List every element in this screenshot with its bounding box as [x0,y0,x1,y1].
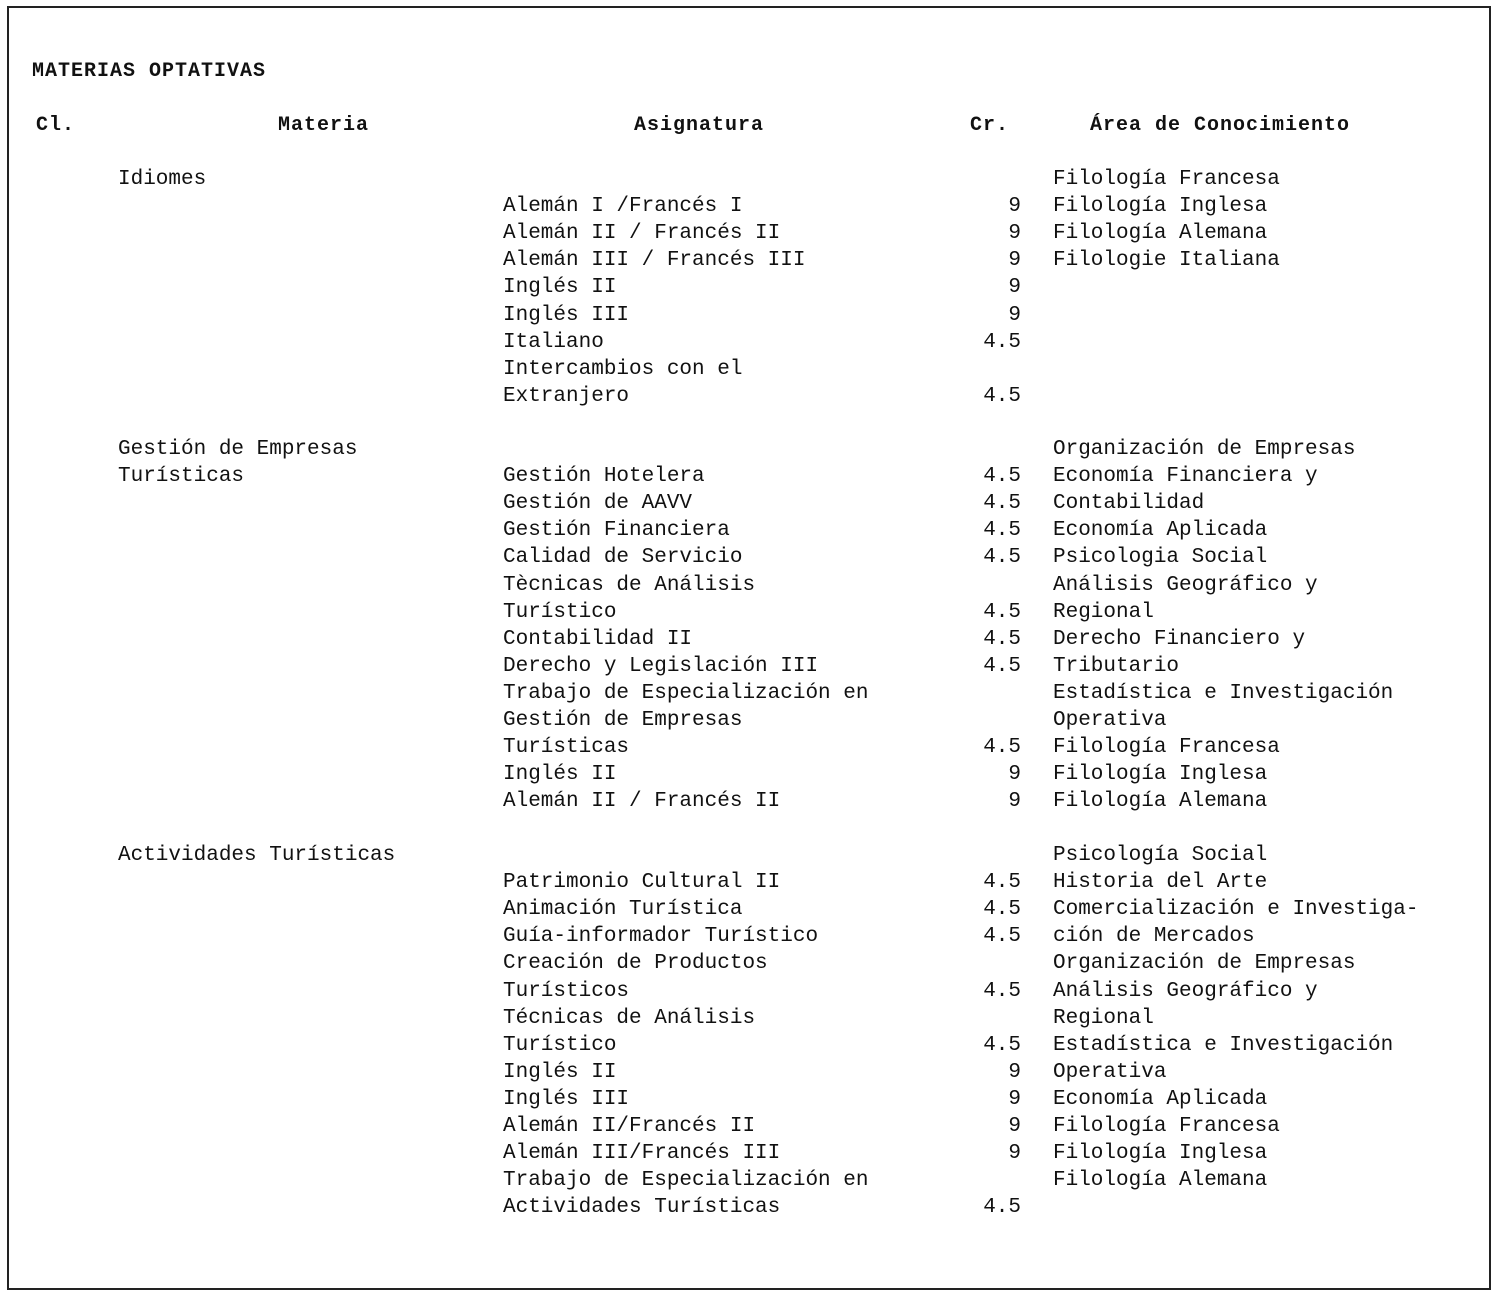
credits-cell: 9 [1008,1087,1021,1111]
asignatura-cell: Derecho y Legislación III [503,654,819,678]
asignatura-cell: Turísticas [503,736,630,760]
credits-cell: 4.5 [983,600,1021,624]
asignatura-cell: Turístico [503,1033,617,1057]
asignatura-cell: Animación Turística [503,898,743,922]
area-cell: Regional [1053,600,1154,624]
area-cell: Análisis Geográfico y [1053,573,1318,597]
materia-label: Turísticas [118,465,245,489]
asignatura-cell: Intercambios con el [503,357,743,381]
credits-cell: 4.5 [983,546,1021,570]
materia-label: Actividades Turísticas [118,844,396,867]
asignatura-cell: Turísticos [503,979,630,1003]
asignatura-cell: Alemán I /Francés I [503,195,743,219]
asignatura-cell: Turístico [503,600,617,624]
asignatura-cell: Guía-informador Turístico [503,925,819,949]
asignatura-cell: Inglés II [503,276,617,300]
area-cell: Tributario [1053,654,1180,678]
credits-cell: 4.5 [983,925,1021,949]
asignatura-cell: Creación de Productos [503,952,768,976]
header-materia: Materia [278,114,370,137]
credits-cell: 4.5 [983,1196,1021,1220]
asignatura-cell: Alemán II / Francés II [503,222,781,246]
credits-cell: 9 [1008,303,1021,327]
credits-cell: 4.5 [983,384,1021,408]
area-cell: ción de Mercados [1053,925,1255,949]
area-cell: Organización de Empresas [1053,952,1356,976]
area-cell: Filología Alemana [1053,1169,1268,1193]
area-cell: Filología Inglesa [1053,763,1268,787]
area-cell: Filologie Italiana [1053,249,1280,273]
credits-cell: 9 [1008,1060,1021,1084]
area-cell: Filología Alemana [1053,222,1268,246]
area-cell: Filología Francesa [1053,1115,1280,1138]
area-cell: Regional [1053,1006,1154,1030]
area-cell: Filología Inglesa [1053,195,1268,219]
header-cl: Cl. [36,114,76,137]
credits-cell: 9 [1008,763,1021,787]
area-cell: Filología Alemana [1053,790,1268,814]
credits-cell: 9 [1008,1115,1021,1138]
page-title: MATERIAS OPTATIVAS [32,60,267,83]
credits-cell: 4.5 [983,898,1021,922]
area-cell: Psicología Social [1053,844,1268,867]
header-asignatura: Asignatura [634,114,765,137]
credits-cell: 9 [1008,195,1021,219]
header-area: Área de Conocimiento [1090,114,1351,137]
credits-cell: 4.5 [983,654,1021,678]
asignatura-cell: Patrimonio Cultural II [503,871,781,895]
asignatura-cell: Extranjero [503,384,630,408]
area-cell: Economía Financiera y [1053,465,1318,489]
area-cell: Comercialización e Investiga- [1053,898,1419,922]
asignatura-cell: Inglés II [503,1060,617,1084]
area-cell: Filología Francesa [1053,168,1280,191]
credits-cell: 4.5 [983,330,1021,354]
area-cell: Organización de Empresas [1053,438,1356,461]
asignatura-cell: Alemán III / Francés III [503,249,806,273]
area-cell: Psicologia Social [1053,546,1268,570]
asignatura-cell: Contabilidad II [503,627,693,651]
area-cell: Filología Inglesa [1053,1142,1268,1166]
asignatura-cell: Inglés III [503,303,630,327]
asignatura-cell: Calidad de Servicio [503,546,743,570]
credits-cell: 4.5 [983,1033,1021,1057]
asignatura-cell: Gestión de AAVV [503,492,693,516]
credits-cell: 4.5 [983,871,1021,895]
asignatura-cell: Trabajo de Especialización en [503,681,869,705]
asignatura-cell: Alemán II/Francés II [503,1115,756,1138]
asignatura-cell: Trabajo de Especialización en [503,1169,869,1193]
asignatura-cell: Gestión Hotelera [503,465,705,489]
area-cell: Análisis Geográfico y [1053,979,1318,1003]
area-cell: Historia del Arte [1053,871,1268,895]
area-cell: Estadística e Investigación [1053,681,1394,705]
materia-label: Idiomes [118,168,207,191]
credits-cell: 4.5 [983,736,1021,760]
asignatura-cell: Alemán III/Francés III [503,1142,781,1166]
credits-cell: 4.5 [983,465,1021,489]
credits-cell: 4.5 [983,519,1021,543]
credits-cell: 4.5 [983,979,1021,1003]
asignatura-cell: Italiano [503,330,604,354]
credits-cell: 9 [1008,249,1021,273]
credits-cell: 9 [1008,276,1021,300]
area-cell: Contabilidad [1053,492,1205,516]
materia-label: Gestión de Empresas [118,438,358,461]
header-cr: Cr. [970,114,1010,137]
asignatura-cell: Inglés II [503,763,617,787]
area-cell: Operativa [1053,709,1167,732]
asignatura-cell: Inglés III [503,1087,630,1111]
credits-cell: 9 [1008,1142,1021,1166]
asignatura-cell: Técnicas de Análisis [503,1006,756,1030]
credits-cell: 9 [1008,790,1021,814]
area-cell: Operativa [1053,1060,1167,1084]
asignatura-cell: Gestión de Empresas [503,709,743,732]
area-cell: Derecho Financiero y [1053,627,1306,651]
asignatura-cell: Alemán II / Francés II [503,790,781,814]
asignatura-cell: Tècnicas de Análisis [503,573,756,597]
area-cell: Economía Aplicada [1053,519,1268,543]
area-cell: Estadística e Investigación [1053,1033,1394,1057]
area-cell: Filología Francesa [1053,736,1280,760]
area-cell: Economía Aplicada [1053,1087,1268,1111]
credits-cell: 9 [1008,222,1021,246]
credits-cell: 4.5 [983,627,1021,651]
asignatura-cell: Gestión Financiera [503,519,730,543]
credits-cell: 4.5 [983,492,1021,516]
asignatura-cell: Actividades Turísticas [503,1196,781,1220]
